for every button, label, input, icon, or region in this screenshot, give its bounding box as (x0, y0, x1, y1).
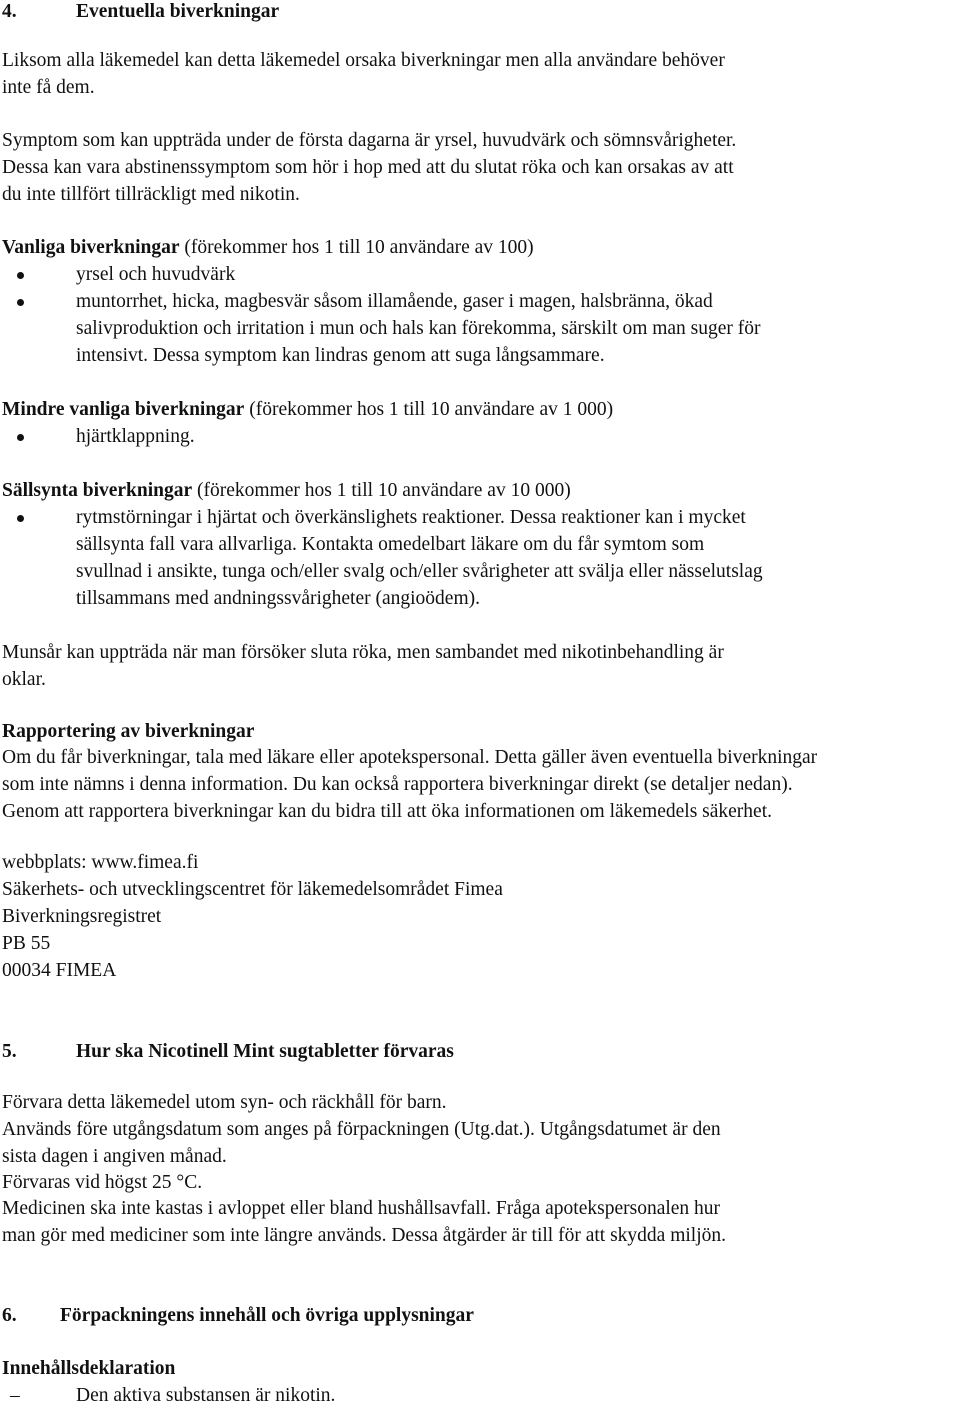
address-line-2: Biverkningsregistret (2, 906, 162, 927)
common-frequency: (förekommer hos 1 till 10 användare av 100) (179, 237, 534, 258)
reporting-line-1: Om du får biverkningar, tala med läkare eller apotekspersonal. Detta gäller även eventuella biverkningar (2, 747, 818, 768)
section-4-title: Eventuella biverkningar (76, 1, 280, 22)
reporting-heading: Rapportering av biverkningar (2, 721, 255, 742)
storage-line-3: sista dagen i angiven månad. (2, 1146, 227, 1167)
bullet-icon (17, 272, 24, 279)
bullet-icon (17, 299, 24, 306)
rare-frequency: (förekommer hos 1 till 10 användare av 10 000) (192, 480, 571, 501)
section-4-heading (2, 0, 279, 24)
bullet-icon (17, 434, 24, 441)
rare-heading: Sällsynta biverkningar (2, 480, 193, 501)
rare-bullet-line-2: sällsynta fall vara allvarliga. Kontakta omedelbart läkare om du får symtom som (76, 534, 705, 555)
mouth-sores-line-2: oklar. (2, 669, 46, 690)
symptoms-line-1: Symptom som kan uppträda under de första dagarna är yrsel, huvudvärk och sömnsvårigheter. (2, 130, 737, 151)
storage-line-6: man gör med mediciner som inte längre används. Dessa åtgärder är till för att skydda miljön. (2, 1225, 726, 1246)
reporting-line-2: som inte nämns i denna information. Du kan också rapportera biverkningar direkt (se detaljer nedan). (2, 774, 793, 795)
common-heading: Vanliga biverkningar (2, 237, 180, 258)
rare-bullet-line-4: tillsammans med andningssvårigheter (angioödem). (76, 588, 480, 609)
section-6-number: 6. (2, 1305, 17, 1326)
section-5-title: Hur ska Nicotinell Mint sugtabletter förvaras (76, 1041, 454, 1062)
reporting-line-3: Genom att rapportera biverkningar kan du bidra till att öka informationen om läkemedels säkerhet. (2, 801, 772, 822)
symptoms-line-3: du inte tillfört tillräckligt med nikotin. (2, 184, 300, 205)
bullet-icon (17, 515, 24, 522)
rare-heading-line (2, 479, 571, 503)
website-link[interactable]: webbplats: www.fimea.fi (2, 852, 199, 873)
address-line-1: Säkerhets- och utvecklingscentret för läkemedelsområdet Fimea (2, 879, 503, 900)
rare-bullet-line-3: svullnad i ansikte, tunga och/eller svalg och/eller svårigheter att svälja eller nässelutslag (76, 561, 763, 582)
common-bullet-1: yrsel och huvudvärk (76, 264, 236, 285)
section-5-number: 5. (2, 1041, 17, 1062)
common-bullet-2-line-2: salivproduktion och irritation i mun och hals kan förekomma, särskilt om man suger för (76, 318, 761, 339)
section-5-heading (2, 1040, 454, 1064)
common-bullet-2-line-1: muntorrhet, hicka, magbesvär såsom illamående, gaser i magen, halsbränna, ökad (76, 291, 713, 312)
storage-line-1: Förvara detta läkemedel utom syn- och räckhåll för barn. (2, 1092, 447, 1113)
common-heading-line (2, 236, 534, 260)
intro-line-1: Liksom alla läkemedel kan detta läkemedel orsaka biverkningar men alla användare behöver (2, 50, 725, 71)
common-bullet-2-line-3: intensivt. Dessa symptom kan lindras genom att suga långsammare. (76, 345, 605, 366)
storage-line-5: Medicinen ska inte kastas i avloppet eller bland hushållsavfall. Fråga apotekspersonalen hur (2, 1198, 721, 1219)
uncommon-heading-line (2, 398, 613, 422)
address-line-4: 00034 FIMEA (2, 960, 117, 981)
section-6-title: Förpackningens innehåll och övriga upplysningar (60, 1305, 474, 1326)
uncommon-frequency: (förekommer hos 1 till 10 användare av 1 000) (244, 399, 614, 420)
symptoms-line-2: Dessa kan vara abstinenssymptom som hör i hop med att du slutat röka och kan orsakas av att (2, 157, 734, 178)
contents-item-1: Den aktiva substansen är nikotin. (76, 1385, 336, 1406)
mouth-sores-line-1: Munsår kan uppträda när man försöker sluta röka, men sambandet med nikotinbehandling är (2, 642, 724, 663)
intro-line-2: inte få dem. (2, 77, 95, 98)
uncommon-bullet-1: hjärtklappning. (76, 426, 195, 447)
section-6-heading (2, 1304, 474, 1328)
rare-bullet-line-1: rytmstörningar i hjärtat och överkänslighets reaktioner. Dessa reaktioner kan i mycket (76, 507, 746, 528)
uncommon-heading: Mindre vanliga biverkningar (2, 399, 245, 420)
dash-bullet: – (10, 1385, 20, 1406)
contents-subheading: Innehållsdeklaration (2, 1358, 176, 1379)
section-4-number: 4. (2, 1, 17, 22)
storage-line-2: Används före utgångsdatum som anges på förpackningen (Utg.dat.). Utgångsdatumet är den (2, 1119, 721, 1140)
storage-line-4: Förvaras vid högst 25 °C. (2, 1172, 203, 1193)
address-line-3: PB 55 (2, 933, 51, 954)
